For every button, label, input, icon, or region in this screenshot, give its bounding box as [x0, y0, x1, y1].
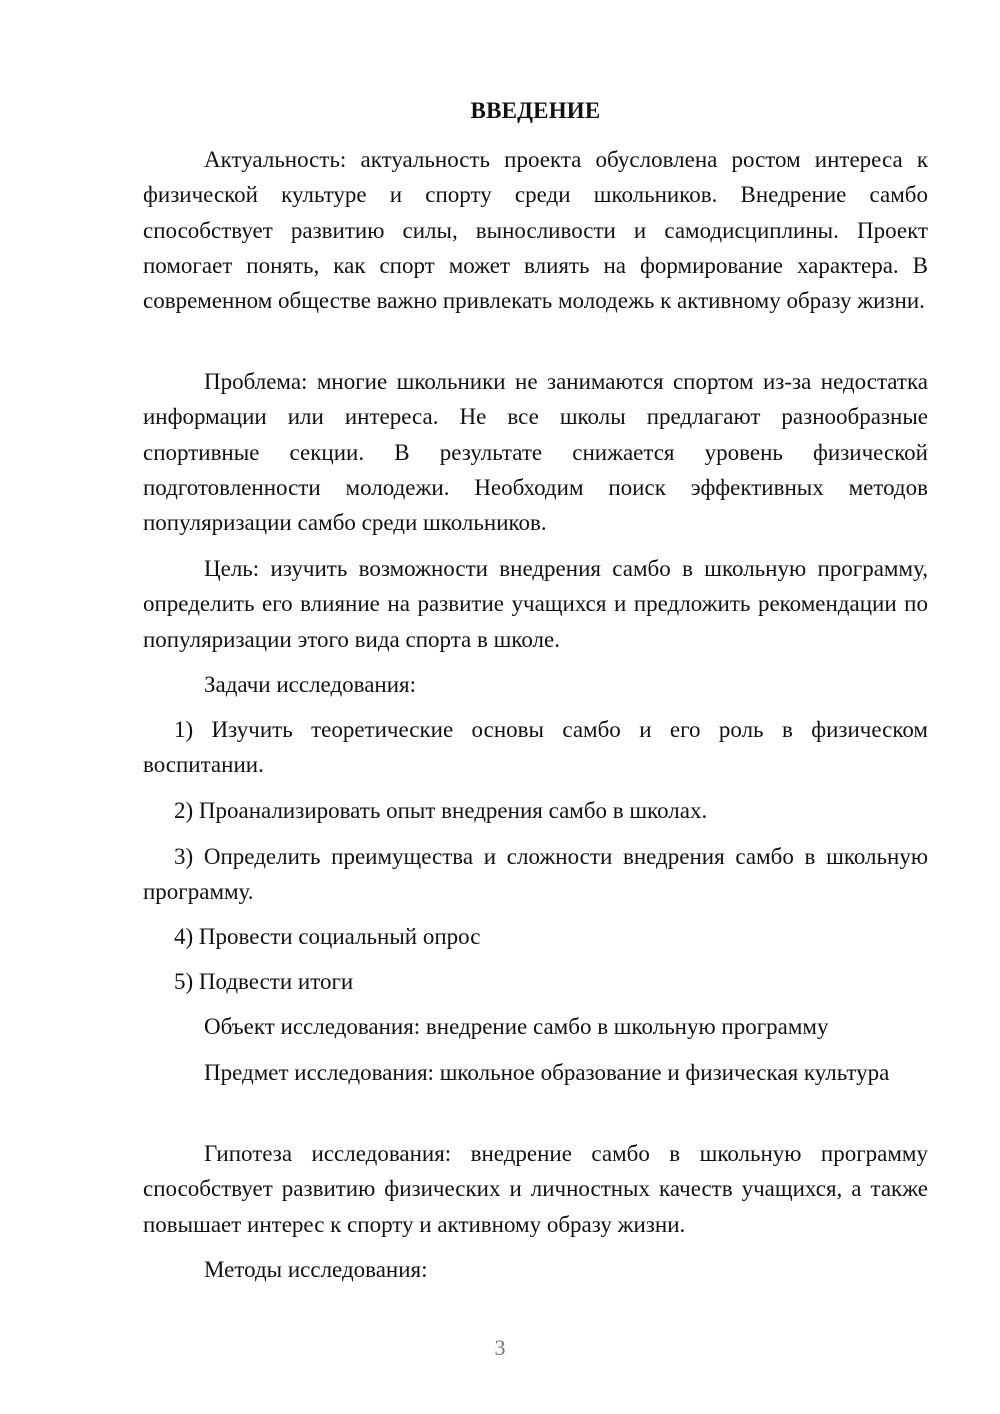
task-item-1: 1) Изучить теоретические основы самбо и его роль в физическом воспитании.: [143, 717, 928, 778]
page-number: 3: [494, 1335, 506, 1360]
tasks-heading: Задачи исследования:: [204, 672, 417, 697]
paragraph-goal: Цель: изучить возможности внедрения самбо в школьную программу, определить его влияние на развитие учащихся и предложить рекомендации по популяризации этого вида спорта в школе.: [143, 556, 928, 652]
paragraph-hypothesis: Гипотеза исследования: внедрение самбо в школьную программу способствует развитию физических и личностных качеств учащихся, а также повышает интерес к спорту и активному образу жизни.: [143, 1141, 928, 1237]
section-title: ВВЕДЕНИЕ: [470, 98, 601, 123]
paragraph-object: Объект исследования: внедрение самбо в школьную программу: [204, 1014, 829, 1039]
paragraph-problem: Проблема: многие школьники не занимаются спортом из-за недостатка информации или интереса. Не все школы предлагают разнообразные спортивные секции. В результате снижается уровень физической подготовленности молодежи. Необходим поиск эффективных методов популяризации самбо среди школьников.: [143, 369, 928, 536]
task-item-2: 2) Проанализировать опыт внедрения самбо в школах.: [174, 798, 708, 823]
task-item-4: 4) Провести социальный опрос: [174, 924, 481, 949]
paragraph-relevance: Актуальность: актуальность проекта обусловлена ростом интереса к физической культуре и спорту среди школьников. Внедрение самбо способствует развитию силы, выносливости и самодисциплины. Проект помогает понять, как спорт может влиять на формирование характера. В современном обществе важно привлекать молодежь к активному образу жизни.: [143, 147, 928, 314]
task-item-3: 3) Определить преимущества и сложности внедрения самбо в школьную программу.: [143, 844, 928, 905]
paragraph-subject: Предмет исследования: школьное образование и физическая культура: [204, 1060, 890, 1085]
methods-heading: Методы исследования:: [204, 1257, 428, 1282]
task-item-5: 5) Подвести итоги: [174, 969, 354, 994]
